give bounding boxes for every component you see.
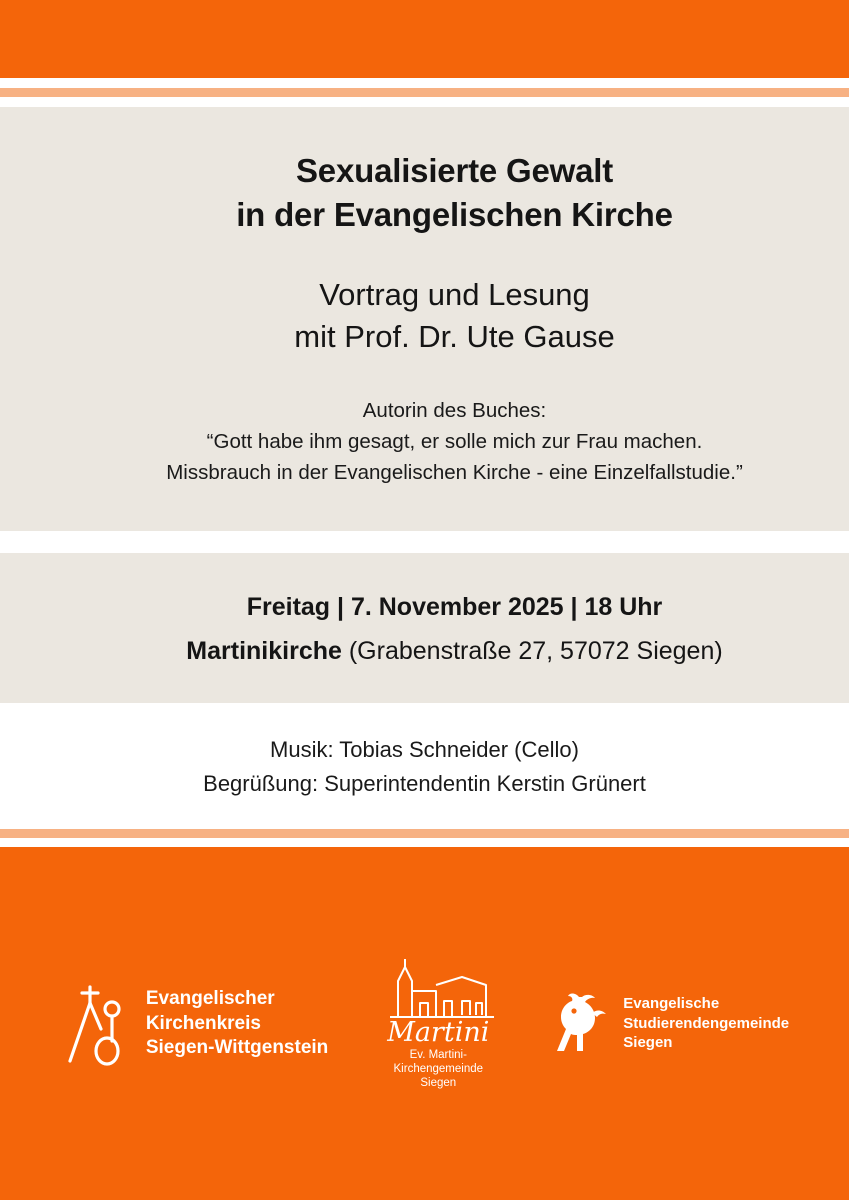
spacer-white-below-rule (0, 97, 849, 107)
martini-sub-line-2: Kirchengemeinde (393, 1063, 484, 1076)
venue-address: (Grabenstraße 27, 57072 Siegen) (341, 636, 723, 665)
esg-line-2: Studierendengemeinde (623, 1014, 790, 1032)
top-orange-band (0, 0, 849, 78)
credits-section (0, 703, 849, 829)
peach-rule-bottom (0, 829, 849, 838)
kirchenkreis-label (146, 987, 328, 1060)
title-line-2: in der Evangelischen Kirche (236, 195, 673, 233)
book-quote-line-2: Missbrauch in der Evangelischen Kirche - eine Einzelfallstudie.” (166, 461, 743, 485)
kirchenkreis-line-3: Siegen-Wittgenstein (145, 1036, 329, 1058)
spacer-white-top (0, 78, 849, 88)
credit-music: Musik: Tobias Schneider (Cello) (270, 737, 579, 763)
martini-wordmark: Martini (387, 1017, 490, 1049)
subtitle-line-1: Vortrag und Lesung (319, 277, 590, 313)
book-intro: Autorin des Buches: (362, 399, 547, 423)
logo-evangelischer-kirchenkreis (60, 981, 328, 1067)
spacer-white-middle (0, 531, 849, 553)
event-details-section (0, 553, 849, 704)
subtitle-line-2: mit Prof. Dr. Ute Gause (294, 318, 615, 354)
logo-evangelische-studierendengemeinde (548, 991, 789, 1057)
kirchenkreis-emblem-icon (60, 981, 132, 1067)
credit-greeting: Begrüßung: Superintendentin Kerstin Grünert (203, 771, 646, 797)
spacer-white-bottom (0, 838, 849, 847)
page-title (30, 149, 849, 236)
esg-line-3: Siegen (623, 1034, 673, 1052)
esg-label (623, 994, 789, 1053)
logo-footer (0, 847, 849, 1200)
book-info (30, 395, 849, 488)
church-building-icon (374, 957, 502, 1019)
martini-sub-line-3: Siegen (420, 1077, 457, 1090)
martini-sub-line-1: Ev. Martini- (409, 1049, 467, 1062)
kirchenkreis-line-2: Kirchenkreis (145, 1012, 261, 1034)
venue-name: Martinikirche (186, 636, 342, 665)
headline-section (0, 107, 849, 531)
logo-martini-kirchengemeinde (374, 957, 502, 1090)
martini-sublabel (394, 1048, 484, 1090)
event-date: Freitag | 7. November 2025 | 18 Uhr (246, 592, 663, 621)
peach-rule-top (0, 88, 849, 97)
title-line-1: Sexualisierte Gewalt (296, 152, 613, 189)
subtitle (30, 274, 849, 357)
rooster-icon (548, 991, 610, 1057)
book-quote-line-1: “Gott habe ihm gesagt, er solle mich zur Frau machen. (206, 430, 703, 454)
esg-line-1: Evangelische (623, 995, 720, 1013)
kirchenkreis-line-1: Evangelischer (145, 988, 275, 1010)
event-venue (30, 633, 849, 669)
